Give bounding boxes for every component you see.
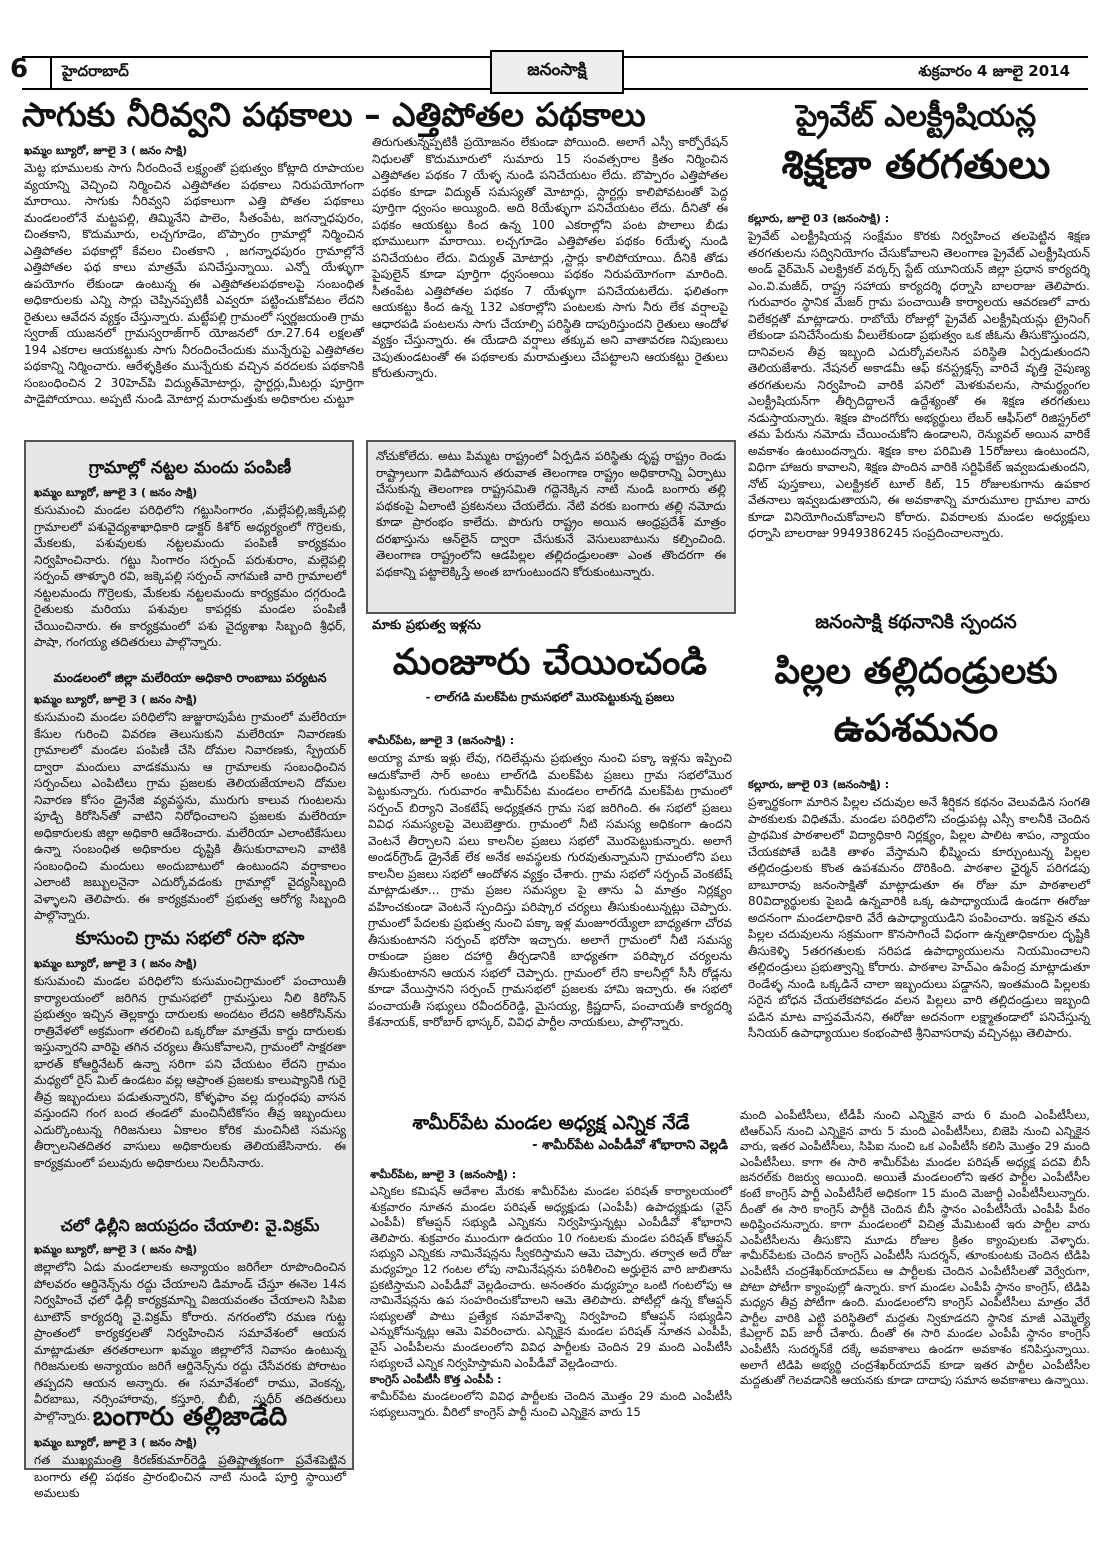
kusumanchi-story bbox=[34, 922, 346, 1210]
houses-headline: మంజూరు చేయించండి bbox=[392, 642, 708, 683]
houses-headline-wrap bbox=[368, 618, 732, 730]
villages-headline: గ్రామాల్లో నట్టల మందు పంపిణీ bbox=[88, 458, 292, 478]
houses-kicker: మాకు ప్రభుత్వ ఇళ్లను bbox=[372, 618, 481, 633]
mpp-subsection: కాంగ్రెస్ ఎంపీటీసీ కొత్త ఎంపీపీ : bbox=[370, 1373, 502, 1387]
bangaru-talli-headline: బంగారు తల్లిజాడేది bbox=[92, 1402, 288, 1432]
mpp-dateline: శామీర్‌పేట, జూలై 3 (జనంసాక్షి) : bbox=[370, 1168, 517, 1181]
mpp-body-1: ఎన్నికల కమిషన్ ఆదేశాల మేరకు శామీర్‌పేట మండల పరిషత్ కార్యాలయంలో శుక్రవారం నూతన మండల పరిషత్ అధ్యక్షుడు (ఎంపీపీ) ఉపాధ్యక్షుడు (వైస్ ఎంపీపీ) కోఆప్షన్ సభ్యుడి ఎన్నికను నిర్వహిస్తున్నట్లు ఎంపీడీవో శోభారాని తెలిపారు. శుక్రవారం ముందుగా ఉదయం 10 గంటలకు మండల పరిషత్ కోఆప్షన్ సభ్యుని ఎన్నికకు నామినేషన్లను స్వీకరిస్తామని ఆమె చెప్పారు. తర్వాత అదే రోజు మధ్యహ్నం 12 గంటల లోపు నామినేషన్లను పరిశీలించి అర్హులైన వారి జాబితాను ప్రకటిస్తామని ఎంపీడీవో వెల్లడించారు. అనంతరం మధ్యహ్నం ఒంటి గంటలోపు ఆ నామినేషన్లను ఉప సంహరించుకోవాలని ఆమె తెలిపారు. పోటీల్లో ఉన్న కోఆప్షన్ సభ్యులతో పాటు ప్రత్యేక సమావేశాన్ని నిర్వహించి కోఆప్షన్ సభ్యుడిని ఎన్నుకోనున్నట్లు ఆమె వివరించారు. ఎన్నికైన మండల పరిషత్ నూతన ఎంపీపీ, వైస్ ఎంపీపీలను మండలంలోని వివిధ పార్టీలకు చెందిన 29 మంది ఎంపీటీసీ సభ్యులచే ఎన్నిక నిర్వహిస్తామని ఎంపీడీవో వెల్లడించారు. bbox=[370, 1184, 732, 1370]
main-story-dateline: ఖమ్మం బ్యూరో, జూలై 3 ( జనం సాక్షి) bbox=[24, 144, 188, 157]
malaria-headline: మండలంలో జిల్లా మలేరియా అధికారి రాంబాబు పర్యటన bbox=[53, 670, 327, 685]
houses-story bbox=[368, 732, 732, 1092]
electrician-dateline: కల్లూరు, జూలై 03 (జనంసాక్షి) : bbox=[748, 212, 890, 225]
bangaru-talli-body: గత ముఖ్యమంత్రి కిరణ్‌కుమార్‌రెడ్డి ప్రతిష్టాత్మకంగా ప్రవేశపెట్టిన బంగారు తల్లి పథకం ప్రారంభించిన నాటి నుండి పూర్తి స్థాయిలో అమలుకు bbox=[34, 1453, 346, 1500]
edition-city: హైదరాబాద్ bbox=[62, 62, 129, 80]
chalo-delhi-body: జిల్లాలోని ఏడు మండలాలకు అన్యాయం జరిగేలా రూపొందించిన పోలవరం ఆర్డినెన్స్‌ను రద్దు చేయాలని డిమాండ్ చేస్తూ ఈనెల 14న నిర్వహించే ఛలో ఢిల్లీ కార్యక్రమాన్ని విజయవంతం చేయాలని సిపిఐ టూటౌన్ కార్యదర్శి వై.విక్రమ్ కోరారు. నగరంలోని రమణ గుట్ట ప్రాంతంలో కార్యకర్తలతో నిర్వహించిన సమావేశంలో ఆయన మాట్లాడుతూ తరతరాలుగా ఖమ్మం జిల్లాలోనే నివాసం ఉంటున్న గిరిజనులకు అన్యాయం జరిగే ఆర్డినెన్స్‌ను రద్దు చేసేవరకు పోరాటం తప్పదని ఆయన అన్నారు. ఈ సమావేశంలో రాము, వెంకన్న, వీరబాబు, నర్సింహారావు, కస్తూరి, బీబీ, సుధీర్ తదితరులు పాల్గొన్నారు. bbox=[34, 1260, 346, 1423]
malaria-dateline: ఖమ్మం బ్యూరో, జూలై 3 ( జనం సాక్షి) bbox=[34, 693, 198, 706]
chalo-delhi-dateline: ఖమ్మం బ్యూరో, జూలై 3 ( జనం సాక్షి) bbox=[34, 1243, 198, 1256]
houses-dateline: శామీర్‌పేట, జూలై 3 (జనంసాక్షి) : bbox=[368, 734, 515, 747]
kusumanchi-body: కుసుమంచి మండల పరిధిలోని కుసుమంచిగ్రామంలో పంచాయితీ కార్యాలయంలో జరిగిన గ్రామసభలో గ్రామస్తులు నీలి కిరోసిన్ ప్రభుత్వం ఇచ్చిన తెల్లకార్డు దారులకు అందటం లేదని అకిరోసిన్‌ను రాత్రివేళలో అక్రమంగా తరలించి ఒక్కరోజు మాత్రమే కార్డు దారులకు ఇస్తున్నారని వారిపై తగిన చర్యలు తీసుకోవాలని, గ్రామంలో సాక్షరతా భారత్ కోఆర్డినేటర్ ఉన్నా సరిగా పని చేయటం లేదని గ్రామం మధ్యలో రైస్ మిల్ ఉండటం వల్ల ఆప్రాంత ప్రజలకు కాలుష్యానికి గురై తీవ్ర ఇబ్బందులు పడుతున్నారని, కోళ్ళఫాం వల్ల దుర్గంధపు వాసన వస్తుందని గంగ బంద తండలో మంచినీటికోసం తీవ్ర ఇబ్బందులు ఎదుర్కొంటున్న గిరిజనులు ఏకాలం కోరిక మంచినీటి సమస్య తీర్చాలనితదితర వాసులు అధికారులకు తెలియజేసినారు. ఈ కార్యక్రమంలో పలువురు అధికారులు నిలదీసినారు. bbox=[34, 974, 346, 1170]
mpp-body-2: మంది ఎంపీటీసీలు, టీడీపీ నుంచి ఎన్నికైన వారు 6 మంది ఎంపీటీసీలు, టిఆర్‌ఎస్ నుంచి ఎన్నికైన వారు 5 మంది ఎంపీటీసీలు, బిజెపి నుంచి ఎన్నికైన వారు, ఇతర ఎంపీటీసీలు, సిపిఐ నుంచి ఒక ఎంపీటీసీ కలిసి మొత్తం 29 మంది ఎంపీటీసీలు. కాగా ఈ సారి శామీర్‌పేట మండల పరిషత్ అధ్యక్ష పదవి బీసీ జనరల్‌కు రిజర్వు అయింది. అయితే మండలంలోని ఇతర పార్టీల ఎంపీటీసీల కంటే కాంగ్రెస్ పార్టీ ఎంపీటీసీలే అధికంగా 15 మంది మెజార్టీ ఎంపీటీసీలున్నారు. దీంతో ఈ సారి కాంగ్రెస్ పార్టీకి చెందిన బీసీ స్థానం ఎంపీటీసీయే ఎంపీపీ పీఠం అధిష్ఠించనున్నారు. కాగా మండలంలో విచిత్ర మేమిటంటే ఇరు పార్టీల వారు ఎంపీటీసీలను తీసుకొని మూడు రోజుల క్రితం క్యాంపులకు వెళ్ళారు. శామీర్‌పేటకు చెందిన కాంగ్రెస్ ఎంపీటీసీ సుదర్శన్, తూంకుంటకు చెందిన టిడిపి ఎంపీటీసీ చంద్రశేఖర్‌యాదవ్‌లు ఆ పార్టీలకు చెందిన ఎంపీటీసీలతో వెర్వేరుగా, పోటా పోటీగా క్యాంపుల్లో ఉన్నారు. కాగ మండల ఎంపీపీ స్థానం కాంగ్రెస్, టిడిపి మధ్యన తీవ్ర పోటీగా ఉంది. మండలంలోని కాంగ్రెస్ ఎంపీటీసీలు మాత్రం వేరే పార్టీల వారికి ఎట్టి పరిస్థితిలో మద్దతు న్వికూడదని స్థానిక మాజీ ఎమ్మెల్యే కేఎల్లార్ విప్ జారీ చేశారు. దీంతో ఈ సారి మండల ఎంపీపీ స్థానం కాంగ్రెస్ ఎంపీటీసీ సుదర్శన్‌కే దక్కే అవకాశాలు ఉండగా అవకాశం కనిపిస్తున్నాయి. అలాగే టిడిపి అభ్యర్థి చంద్రశేఖర్‌యాదవ్ కూడా ఇతర పార్టీల ఎంపీటీసీల మద్దతుతో గెలవడానికి ఆయనకు కూడా దాదాపు సమాన అవకాశాలు ఉన్నాయి. bbox=[740, 1108, 1090, 1388]
bangaru-talli-story bbox=[34, 1400, 346, 1500]
masthead-logo: జనంసాక్షి bbox=[490, 50, 624, 94]
malaria-story bbox=[34, 664, 346, 922]
electrician-body: ప్రైవేట్ ఎలక్ట్రీషియన్ల సంక్షేమం కొరకు నిర్వహించ తలపెట్టిన శిక్షణ తరగతులను సద్వినియోగం చేసుకోవాలని తెలంగాణ ప్రైవేట్ ఎలక్ట్రీషియన్ అండ్ వైర్‌మెన్ ఎలక్ట్రికల్ వర్కర్స్ స్టేట్ యూనియన్ జిల్లా ప్రధాన కార్యదర్శి ఎం.వి.మజీద్, రాష్ట్ర సహాయ కార్యదర్శి ధర్నాసి బాలరాజు తెలిపారు. గురువారం స్థానిక మేజర్ గ్రామ పంచాయితీ కార్యాలయ ఆవరణలో వారు విలేకర్లతో మాట్లాడారు. రాబోయే రోజుల్లో ప్రైవేట్ ఎలక్ట్రీషియన్లు ట్రైనింగ్ లేకుండా పనిచేసేందుకు వీలులేకుండా ప్రభుత్వం ఒక జీఓను తీసుకొస్తుందని, దానివలన తీవ్ర ఇబ్బంది ఎదుర్కోవలసిన పరిస్థితి ఏర్పడుతుందని తెలియజేశారు. నేషనల్ అకాడమీ ఆఫ్ కనస్ట్రక్షన్స్ వారిచే వృత్తి నైపుణ్య తరగతులను నిర్వహించి వారికి పనిలో మెళకువలను, సామర్థ్యంగల ఎలక్ట్రీషియన్‌గా తీర్చిదిద్దాలనే ఉద్దేశ్యంతో ఈ శిక్షణ తరగతులు నడుస్తాయన్నారు. శిక్షణ పొందగోరు అభ్యర్థులు లేబర్ ఆఫీస్‌లో రిజిస్ట్రర్‌లో తమ పేరును నమోదు చేయించుకోని ఉండాలని, రెన్యువల్ అయిన వారికే అవకాశం ఉంటుందన్నారు. శిక్షణ కాల పరిమితి 15రోజులు ఉంటుందని, విధిగా హాజరు కావాలని, శిక్షణ పొందిన వారికి సర్టిఫికేట్ ఇవ్వబడుతుందని, నోట్ పుస్తకాలు, ఎలక్ట్రికల్ టూల్ కిట్, 15 రోజులకుగాను ఉపకార వేతనాలు ఇవ్వబడుతాయని, ఈ అవకాశాన్ని మారుమూల గ్రామాల వారు కూడా వినియోగించుకోవాలని కోరారు. వివరాలకు మండల అధ్యక్షులు ధర్నాసి బాలరాజు 9949386245 సంప్రదించాలన్నారు. bbox=[748, 229, 1090, 540]
response-body: ప్రశ్నార్థకంగా మారిన పిల్లల చదువుల అనే శీర్షికన కథనం వెలువడిన సంగతి పాఠకులకు విధితమే. మండల పరిధిలోని చండ్రుపట్ల ఎస్సీ కాలనీకి చెందిన ప్రాథమిక పాఠశాలలో విద్యాధికారి నిర్లక్ష్యం, పిల్లల పాలిట శాపం, న్యాయం చేయకపోతే బడికి తాళం వేస్తామని భీష్మించు కూర్చుంటున్న పిల్లల తల్లిదండ్రులకు కొంత ఉపశమనం దొరికింది. పాఠశాల ఛైర్మన్ పరిగడపు బాబూరావు జనంసాక్షితో మాట్లాడుతూ ఈ రోజు మా పాఠశాలలో 80విద్యార్థులకు పైబడి ఉన్నవారికి ఒక్క ఉపాధ్యాయుడే ఉండగా ఈరోజు అదనంగా మండలాధికారి వేరే ఉపాధ్యాయుడిని పంపించారు. ఇకపైన తమ పిల్లల చదువులను సక్రమంగా కొనసాగించే విధంగా ఉన్నతాధికారుల దృష్టికి తీసుకెళ్ళి 5తరగతులకు సరిపడ ఉపాధ్యాయులను నియమించాలని తల్లిదండ్రులు ప్రభుత్వాన్ని కోరారు. పాఠశాల హెచ్‌ఎం ఉపేంద్ర మాట్లాడుతూ రెండేళ్ళ నుండి ఒక్కడినే చాలా ఇబ్బందులు పడ్డానని, ఇంతమంది పిల్లలకు సరైన బోధన చేయలేకపోవడం వలన పిల్లలు వారి తల్లిదండ్రులు ఇబ్బంది పడిన మాట వాస్తవమేనని, ఈరోజు అదనంగా లక్ష్మాతండాలో పనిచేస్తున్న సీనియర్ ఉపాధ్యాయుల కంభంపాటి శ్రీనివాసరావు వచ్చినట్లు తెలిపారు. bbox=[748, 795, 1090, 1040]
main-story-body-2: తిరుగుతున్నప్పటికీ ప్రయోజనం లేకుండా పోయింది. అలాగే ఎస్సీ కార్పోరేషన్ నిధులతో కొదుమూరులో సుమారు 15 సంవత్సరాల క్రితం నిర్మించిన ఎత్తిపోతల పథకం 7 యేళ్ళ నుండి పనిచేయటం లేదు. బొప్పారం ఎత్తిపోతల పథకం కూడా విద్యుత్ సమస్యతో మోటార్లు, స్టార్టర్లు కాలిపోవటంతో పెద్ద పూర్తిగా ధ్వంసం అయ్యింది. అది 8యేళ్ళుగా పనిచేయటం లేదు. దీనితో ఈ పథకం ఆయకట్టు కింద ఉన్న 100 ఎకరాల్లోని పంట పొలాలు బీడు భూములుగా మారాయి. లచ్చగూడెం ఎత్తిపోతల పథకం 6యేళ్ళ నుండి పనిచేయటం లేదు. విద్యుత్ మోటార్లు ,స్టార్లు కాలిపోయాయి. దీనికి తోడు పైపులైన్ కూడా పూర్తిగా ధ్వసంఅయి పథకం నిరుపయోగంగా మారింది. సీతంపేట ఎత్తిపోతల పథకం 7 యేళ్ళుగా పనిచేయటలేదు. ఫలితంగా ఆయకట్టు కింద ఉన్న 132 ఎకరాల్లోని పంటలకు సాగు నీరు లేక వర్షాలపై ఆధారపడి పంటలను సాగు చేయాల్సి పరిస్థితి దాపురిస్తుందని రైతులు ఆందోళ వ్యక్తం చేస్తున్నారు. ఈ యేడాది వర్షాలు తక్కువ అని వాతావరణ నిపుణులు చెపుతుండటంతో ఈ పథకాలకు మరామత్తులు చేపట్టాలని ఆయకట్టు రైతులు కోరుతున్నారు. bbox=[372, 135, 728, 380]
mpp-body-1-tail: శామీర్‌పేట మండలంలోని వివిధ పార్టీలకు చెందిన మొత్తం 29 మంది ఎంపీటీసీ సభ్యులున్నారు. వీరిలో కాంగ్రెస్ పార్టీ నుంచి ఎన్నికైన వారు 15 bbox=[370, 1389, 732, 1419]
main-story-col1 bbox=[24, 142, 364, 438]
response-kicker: జనంసాక్షి కథనానికి స్పందన bbox=[815, 611, 1017, 633]
response-story bbox=[748, 776, 1090, 1096]
bangaru-talli-continuation-body: నోచుకోలేదు. అటు పిమ్మట రాష్ట్రంలో ఏర్పడిన పరిస్థితు దృష్ట రాష్ట్రం రెండు రాష్ట్రాలుగా విడిపోయిన తరువాత తెలంగాణ రాష్ట్రం అధికారాన్ని ఏర్పాటు చేసుకున్న తెలంగాణ రాష్ట్రసమితి గద్దెనెక్కిన నాటి నుండి బంగారు తల్లి పథకంపై ఏలాంటి ప్రకటనలు చేయలేదు. నేటి వరకు బంగారు తల్లి నమోదు కూడా ప్రారంభం కాలేదు. పొరుగు రాష్ట్రం అయిన ఆంధ్రప్రదేశ్ మాత్రం దరఖాస్తును ఆన్‌లైన్ ద్వారా చేసుకునే వెసులుబాటును కల్పించింది. తెలంగాణ రాష్ట్రంలోని ఆడపిల్లల తల్లిదండ్రులంతా ఎంత తొందరగా ఈ పథకాన్ని పట్టాలెక్కిస్తే అంత బాగుంటుందని కోరుకుంటున్నారు. bbox=[376, 449, 726, 579]
mpp-headline: శామీర్‌పేట మండల అధ్యక్ష ఎన్నిక నేడే bbox=[412, 1112, 690, 1134]
response-dateline: కల్లూరు, జూలై 03 (జనంసాక్షి) : bbox=[748, 778, 890, 791]
bangaru-talli-dateline: ఖమ్మం బ్యూరో, జూలై 3 ( జనం సాక్షి) bbox=[34, 1436, 198, 1449]
electrician-story bbox=[748, 210, 1090, 596]
malaria-body: కుసుమంచి మండల పరిధిలోని జుజ్జురాపుపేట గ్రామంలో మలేరియా కేసుల గురించి వివరణ తెలుసుకుని మలేరియా నివారణకు గ్రామాలలో మండల పంపిణీ చేసి దోమల నివారణకు, స్ప్రేయర్ ద్వారా మందులు వాడకమును ఆ గ్రామాలకు సంబంధించిన సర్పంచ్‌లు ఎంపిటిలు గ్రామ ప్రజలకు తెలియజేయాలని దోమల నివారణ కోసం డ్రైనేజి వ్యవస్థను, మురుగు కాలువ గుంటలను పూడ్చి కిరోసిన్‌తో వాటిని నిరోధించాలని ప్రజలకు మలేరియా అధికారులకు జిల్లా అధికారి ఆదేశించారు. మలేరియా ఎలాంటికేసులు ఉన్నా సంబంధిత అధికారుల దృష్టికి తీసుకురావాలని వాటికి సంబంధించి మందులు అందుబాటులో ఉంటుందని వర్షాకాలం ఎలాంటి జబ్బులనైనా ఎదుర్కోవడంకు గ్రామాల్లో వైద్యసిబ్బంది వెళ్ళాలని తెలిపారు. ఈ కార్యక్రమంలో ప్రభుత్వ ఆరోగ్య సిబ్బంది పాల్గొన్నారు. bbox=[34, 710, 346, 922]
response-headline-line1: పిల్లల తల్లిదండ్రులకు bbox=[774, 651, 1058, 692]
electrician-headline-wrap bbox=[740, 98, 1092, 208]
mpp-col1 bbox=[370, 1166, 732, 1466]
villages-dateline: ఖమ్మం బ్యూరో, జూలై 3 ( జనం సాక్షి) bbox=[34, 486, 198, 499]
page-number: 6 bbox=[10, 54, 29, 84]
mpp-headline-wrap bbox=[370, 1108, 732, 1168]
chalo-delhi-headline: చలో ఢిల్లీని జయప్రదం చేయాలి: వై.విక్రమ్ bbox=[60, 1216, 320, 1235]
kusumanchi-dateline: ఖమ్మం బ్యూరో, జూలై 3 ( జనం సాక్షి) bbox=[34, 957, 198, 970]
response-headline-wrap bbox=[740, 600, 1092, 774]
main-story-col2 bbox=[372, 134, 728, 440]
page-header bbox=[0, 0, 1100, 96]
houses-subhead: - లాల్‌గడి మలక్‌పేట గ్రామసభలో మొరపెట్టుకున్న ప్రజలు bbox=[425, 690, 675, 704]
main-story-headline: సాగుకు నీరివ్వని పథకాలు – ఎత్తిపోతల పథకాలు bbox=[22, 95, 646, 134]
kusumanchi-headline: కూసుంచి గ్రామ సభలో రసా భసా bbox=[75, 928, 305, 949]
electrician-headline-line2: శిక్షణా తరగతులు bbox=[781, 142, 1051, 188]
houses-body: అయ్యా మాకు ఇళ్లు లేవు, గదిలేమ్లను ప్రభుత్వం నుంచి పక్కా ఇళ్లను ఇప్పించి ఆదుకోవాలే సార్ అంటు లాల్‌గడి మలక్‌పేట ప్రజలు గ్రామ సభలోమొర పెట్టుకున్నారు. గురువారం శామీర్‌పేట మండలం లాల్‌గడి మలక్‌పేట గ్రామంలో సర్పంచ్ బిర్యాని వెంకటేష్ అధ్యక్షతన గ్రామ సభ జరిగింది. ఈ సభలో ప్రజలు వివిధ సమస్యలపై వెలుబెత్తారు. గ్రామంలో నీటి సమస్య అధికంగా ఉందని వెంటనే తీర్చాలని పలు కాలనీల ప్రజలు సభలో మొరపెట్టుకున్నారు. అలాగే అండర్‌గ్రౌండ్ డ్రైనేజ్ లేక అనేక అవస్థలకు గురవుతున్నామని గ్రామంలోని పలు కాలనీల ప్రజలు సభలో ఆందోళన వ్యక్తం చేశారు. గ్రామ సభలో సర్పంచ్ వెంకటేష్ మాట్లాడుతూ... గ్రామ ప్రజల సమస్యల పై తాను ఏ మాత్రం నిర్లక్ష్యం వహించకుండా వెంటనే స్పందిస్తు పరిష్కార చర్యలు తీసుకుంటున్నట్లు చెప్పారు. గ్రామంలో పేదలకు ప్రభుత్వ నుంచి పక్కా ఇళ్ల మంజూరయ్యేలా బాధ్యతగా చోరవ తీసుకుంటానని సర్పంచ్ భరోసా ఇచ్చారు. అలాగే గ్రామంలో నీటి సమస్య రాకుండా ప్రజల దహార్ది తీర్చడానికి బాధ్యతగా పరిష్కార చర్యలను తీసుకుంటానని ఆయన సభలో చెప్పారు. గ్రామంలో లేని కాలనీల్లో సీసీ రోడ్లను కూడా వేయిస్తానని సర్పంచ్ గ్రామసభలో ప్రజలకు హామి ఇచ్చారు. ఈ సభలో పంచాయతీ సభ్యులు రవీందర్‌రెడ్డి, మైసయ్య, క్రిష్ణదాస్, పంచాయతీ కార్యదర్శి కేశనాయక్, కారోబార్ భాస్కర్, వివిధ పార్టీల నాయకులు, పాల్గొన్నారు. bbox=[368, 751, 732, 1029]
villages-story bbox=[34, 452, 346, 664]
main-story-headline-wrap bbox=[22, 92, 730, 140]
issue-date: శుక్రవారం 4 జూలై 2014 bbox=[918, 62, 1070, 80]
mpp-col2 bbox=[740, 1108, 1090, 1466]
mpp-subhead: - శామీర్‌పేట ఎంపీడీవో శోభారాని వెల్లడి bbox=[532, 1138, 728, 1153]
main-story-body-1: మెట్ట భూములకు సాగు నీరందించే లక్ష్యంతో ప్రభుత్వం కోట్లాది రూపాయల వ్యయాన్ని వెచ్చించి నిర్మించిన ఎత్తిపోతల పథకాలు నిరుపయోగంగా మారాయి. సాగుకు నీరివ్వని పథకాలుగా ఎత్తి పోతల పథకాలు మండలంలోనే మట్టపల్లి, తిమ్మినేని పాలెం, సీతంపేట, జగన్నాధపురం, చింతకాని, కొదుమూరు, లచ్చగూడెం, బొప్పారం గ్రామాల్లో నిర్మించిన ఎత్తిపోతల పథకాల్లో కేవలం చింతకాని , జగన్నాధపురం గ్రామాల్లోనే ఎత్తిపోతల ఫథ కాలు మాత్రమే పనిచేస్తున్నాయి. ఎన్నో యేళ్ళుగా ఉపయోగం లేకుండా ఉంటున్న ఈ ఎత్తిపోతలపథకాలపై సంబంధిత అధికారులకు ఎన్ని సార్లు చెప్పినప్పటికీ ఎవ్వరూ పట్టించుకోవటం లేదని రైతులు ఆవేదన వ్యక్తం చేస్తున్నారు. మట్టేపల్లి గ్రామంలో స్వర్ణజయంతి గ్రామ స్వరాజ్ యుజనలో గ్రామస్వరాజ్‌గార్ యోజనలో రూ.27.64 లక్షలతో 194 ఎకరాల ఆయకట్టుకు సాగు నీరందించేందుకు మున్నేరుపై ఎత్తిపోతల పథకాన్ని నిర్మించారు. ఆరేళ్ళక్రితం మున్నేరుకు వచ్చిన వరదలకు పథకానికి సంబంధించిన 2 30హెచ్‌పి విద్యుత్‌మోటార్లు, స్టార్టర్లు,మీటర్లు పూర్తిగా పాడైపోయాయి. అప్పటి నుండి మోటార్ల మరామత్తుకు అధికారుల చుట్టూ bbox=[24, 161, 364, 406]
header-divider bbox=[50, 56, 52, 88]
villages-body: కుసుమంచి మండల పరిధిలోని గట్టుసింగారం ,మల్లేపల్లి,జక్కేపల్లి గ్రామాలలో పశువైద్యశాఖాధికారి డాక్టర్ కిశోర్ అధ్యర్యంలో గొర్రెలకు, మేకలకు, పశువులకు నట్టలమందు పంపిణీ కార్యక్రమం నిర్వహించినారు. గట్టు సింగారం సర్పంచ్ పరుశురాం, మల్లెపల్లి సర్పంచ్ తాళ్ళూరి రవి, జక్కెపల్లి సర్పంచ్ నాగమణి వారి గ్రామాలలో నట్టలమందు గొర్రెలకు, మేకలకు నట్టలమందు కార్యక్రమం దగ్గరుండి రైతులకు మరియు పశువుల కాపర్లకు మండల పంపిణీ చేయించినారు. ఈ కార్యక్రమంలో పశు వైద్యశాఖ సిబ్బంది శ్రీధర్, పాషా, గంగయ్య తదితరులు పాల్గొన్నారు. bbox=[34, 503, 346, 649]
response-headline-line2: ఉపశమనం bbox=[833, 706, 999, 750]
bangaru-talli-continuation bbox=[366, 440, 736, 614]
electrician-headline-line1: ప్రైవేట్ ఎలక్ట్రీషియన్ల bbox=[795, 99, 1037, 134]
